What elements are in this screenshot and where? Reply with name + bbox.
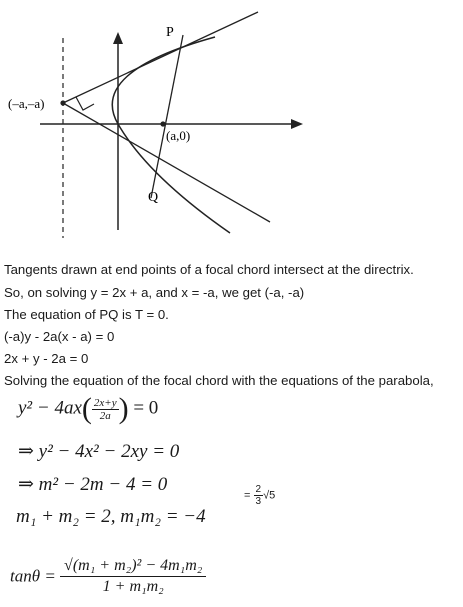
point-P-label: P — [166, 25, 174, 40]
text-line-1: Tangents drawn at end points of a focal chord intersect at the directrix. — [4, 262, 414, 277]
text-line-6: Solving the equation of the focal chord with the equations of the parabola, — [4, 373, 434, 388]
aside-root: √5 — [263, 489, 276, 502]
point-left-label: (–a,–a) — [8, 96, 45, 111]
text-line-2: So, on solving y = 2x + a, and x = -a, we get (-a, -a) — [4, 285, 305, 300]
intersection-point — [60, 100, 65, 105]
aside-frac-num: 2 — [255, 484, 262, 495]
parabola-diagram — [0, 0, 310, 245]
point-Q-label: Q — [148, 190, 159, 205]
right-angle-marker — [76, 97, 94, 110]
eq1-right: = 0 — [133, 397, 159, 419]
equation-1: y² − 4ax( $\frac{2x+y}{2a}$ ) = 0 — [18, 392, 159, 425]
equation-3: ⇒ m² − 2m − 4 = 0 — [18, 474, 168, 495]
aside-value — [244, 484, 275, 507]
equation-4: m₁ + m₂ = 2, m₁m₂ = −4 — [16, 506, 206, 527]
tangent-at-P — [63, 12, 258, 103]
eq1-left: y² − 4ax — [18, 397, 82, 419]
tan-left: tanθ = — [10, 566, 56, 586]
tan-denominator: 1 + m₁m₂ — [102, 578, 164, 595]
eq1-denominator: 2a — [99, 409, 111, 422]
aside-eq-sign: = — [244, 489, 251, 502]
focus-point — [160, 121, 165, 126]
text-line-5: 2x + y - 2a = 0 — [4, 351, 89, 366]
text-line-4: (-a)y - 2a(x - a) = 0 — [4, 329, 115, 344]
tan-numerator: √(m₁ + m₂)² − 4m₁m₂ — [60, 556, 206, 577]
x-axis-arrow — [291, 119, 303, 129]
y-axis-arrow — [113, 32, 123, 44]
equation-2: ⇒ y² − 4x² − 2xy = 0 — [18, 441, 180, 462]
tan-equation — [10, 556, 206, 597]
aside-frac-den: 3 — [255, 496, 262, 507]
focus-label: (a,0) — [166, 128, 191, 143]
text-line-3: The equation of PQ is T = 0. — [4, 307, 169, 322]
eq1-numerator: 2x+y — [93, 396, 117, 409]
